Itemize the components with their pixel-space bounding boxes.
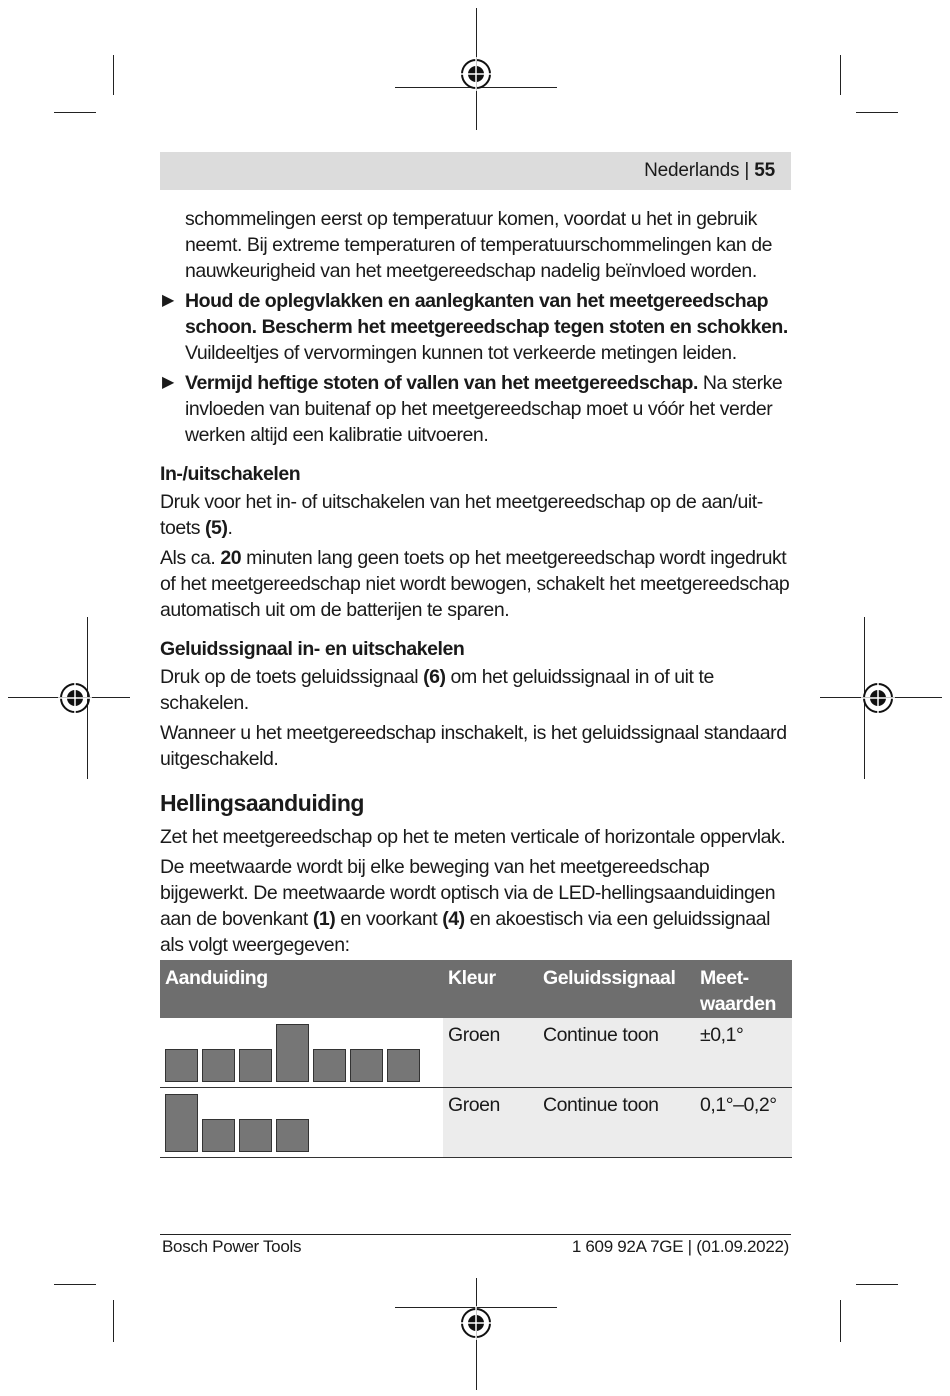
- incline-table: [160, 960, 792, 1158]
- crop-mark: [840, 55, 841, 95]
- color-cell: Groen: [443, 1018, 538, 1088]
- text-span: en voorkant: [335, 908, 443, 930]
- text-span: Druk op de toets geluidssignaal: [160, 666, 424, 688]
- column-header: Aanduiding: [160, 960, 443, 1018]
- heading-onoff: In-/uitschakelen: [160, 463, 301, 485]
- registration-mark-icon: [459, 57, 493, 91]
- text-span: om het geluidssignaal in of uit te schakelen.: [160, 666, 714, 714]
- indicator-cell: [160, 1088, 443, 1158]
- footer-divider: [160, 1234, 791, 1235]
- led-icon: [165, 1049, 198, 1082]
- crop-mark: [54, 112, 96, 113]
- reference-number: (1): [312, 908, 336, 930]
- text-span: minuten lang geen toets op het meetgereedschap wordt ingedrukt of het meetgereedschap niet wordt bewogen, schakelt het meetgereedschap automatisch uit om de batterijen te sparen.: [160, 547, 790, 621]
- text-span: .: [227, 517, 233, 539]
- header-language: Nederlands: [644, 160, 740, 181]
- minutes-value: 20: [220, 547, 242, 569]
- led-active-icon: [276, 1024, 309, 1082]
- bullet-item: [160, 288, 792, 366]
- sound-cell: Continue toon: [538, 1088, 695, 1158]
- heading-incline: Hellingsaanduiding: [160, 790, 365, 816]
- color-cell: Groen: [443, 1088, 538, 1158]
- sound-cell: Continue toon: [538, 1018, 695, 1088]
- led-active-icon: [165, 1094, 198, 1152]
- reference-number: (6): [423, 666, 446, 688]
- led-icon: [239, 1119, 272, 1152]
- text-span: en akoestisch via een geluidssignaal als volgt weergegeven:: [160, 908, 770, 956]
- registration-mark-icon: [58, 681, 92, 715]
- indicator-cell: [160, 1018, 443, 1088]
- led-icon: [202, 1049, 235, 1082]
- text-span: Druk voor het in- of uitschakelen van het meetgereedschap op de aan/uit-toets: [160, 491, 763, 539]
- main-content: [160, 206, 792, 1158]
- page-number: 55: [754, 160, 775, 181]
- registration-mark-icon: [459, 1306, 493, 1340]
- table-row: [160, 1018, 792, 1088]
- led-icon: [202, 1119, 235, 1152]
- onoff-paragraph-2: [160, 545, 792, 623]
- led-icon: [387, 1049, 420, 1082]
- led-indicator-row-1: [165, 1024, 438, 1082]
- heading-sound: Geluidssignaal in- en uitschakelen: [160, 638, 465, 660]
- bullet-triangle-icon: ▶: [162, 374, 174, 391]
- registration-mark-icon: [861, 681, 895, 715]
- reference-number: (5): [205, 517, 228, 539]
- led-icon: [313, 1049, 346, 1082]
- crop-mark: [113, 55, 114, 95]
- bullet-bold-text: Vermijd heftige stoten of vallen van het meetgereedschap.: [185, 372, 698, 394]
- onoff-paragraph-1: [160, 489, 792, 541]
- crop-mark: [840, 1300, 841, 1342]
- bullet-text: Na sterke invloeden van buitenaf op het meetgereedschap moet u vóór het verder werken altijd een kalibratie uitvoeren.: [185, 372, 783, 446]
- text-span: Als ca.: [160, 547, 221, 569]
- page-header: [160, 152, 791, 190]
- bullet-bold-text: Houd de oplegvlakken en aanlegkanten van het meetgereedschap schoon. Bescherm het meetgereedschap tegen stoten en schokken.: [185, 290, 788, 338]
- text-span: De meetwaarde wordt bij elke beweging van het meetgereedschap bijgewerkt. De meetwaarde wordt optisch via de LED-hellingsaanduidingen aan de bovenkant: [160, 856, 776, 930]
- crop-mark: [54, 1284, 96, 1285]
- bullet-text: Vuildeeltjes of vervormingen kunnen tot verkeerde metingen leiden.: [185, 342, 737, 364]
- led-icon: [239, 1049, 272, 1082]
- table-row: [160, 1088, 792, 1158]
- sound-paragraph-2: Wanneer u het meetgereedschap inschakelt, is het geluidssignaal standaard uitgeschakeld.: [160, 722, 787, 770]
- bullet-item: [160, 370, 792, 448]
- value-cell: 0,1°–0,2°: [695, 1088, 792, 1158]
- column-header: Meet-waarden: [695, 960, 792, 1018]
- bullet-triangle-icon: ▶: [162, 292, 174, 309]
- led-icon: [276, 1119, 309, 1152]
- reference-number: (4): [442, 908, 465, 930]
- intro-paragraph: schommelingen eerst op temperatuur komen, voordat u het in gebruik neemt. Bij extreme temperaturen of temperatuurschommelingen kan de nauwkeurigheid van het meetgereedschap nadelig beïnvloed worden.: [185, 208, 773, 282]
- crop-mark: [856, 112, 898, 113]
- header-separator: |: [744, 160, 750, 181]
- value-cell: ±0,1°: [695, 1018, 792, 1088]
- column-header: Kleur: [443, 960, 538, 1018]
- footer-doc-id: 1 609 92A 7GE | (01.09.2022): [571, 1237, 789, 1256]
- crop-mark: [856, 1284, 898, 1285]
- table-header-row: [160, 960, 792, 1018]
- header-text: [644, 160, 775, 182]
- sound-paragraph-1: [160, 664, 792, 716]
- led-indicator-row-2: [165, 1094, 438, 1152]
- incline-paragraph-2: [160, 854, 792, 958]
- led-icon: [350, 1049, 383, 1082]
- column-header: Geluidssignaal: [538, 960, 695, 1018]
- crop-mark: [113, 1300, 114, 1342]
- footer-brand: Bosch Power Tools: [162, 1237, 302, 1256]
- incline-paragraph-1: Zet het meetgereedschap op het te meten verticale of horizontale oppervlak.: [160, 826, 786, 848]
